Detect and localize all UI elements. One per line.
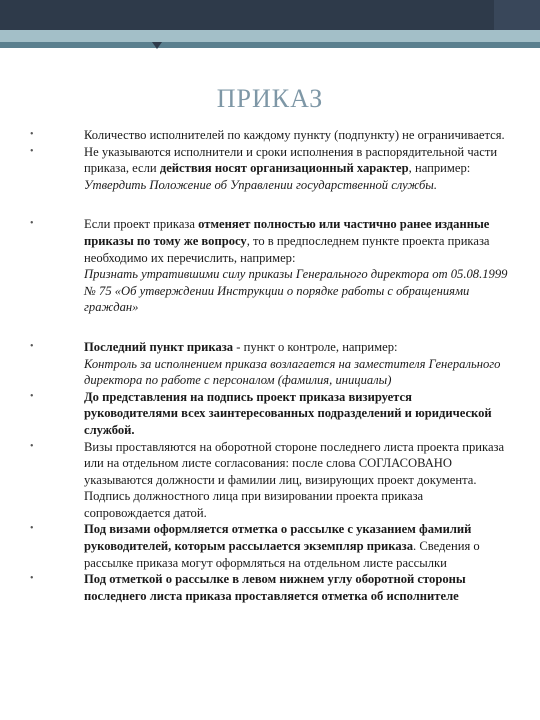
bullet-icon: • (30, 218, 34, 230)
bullet-icon: • (30, 129, 34, 140)
bullet-icon: • (30, 340, 34, 352)
list-item (30, 571, 508, 604)
item-bold-text: отменяет полностью или частично ранее изданные приказы по тому же вопросу (84, 217, 490, 248)
bullet-icon: • (30, 440, 34, 452)
item-bold-text: Под визами оформляется отметка о рассылке с указанием фамилий руководителей, которым рассылается экземпляр приказа (84, 522, 472, 554)
bullet-icon: • (30, 390, 34, 402)
header-stripe (0, 30, 540, 42)
page-title: ПРИКАЗ (216, 84, 324, 113)
item-text: Не указываются исполнители и сроки исполнения в распорядительной части приказа, если (84, 144, 498, 176)
list-item (30, 439, 508, 522)
item-text: Количество исполнителей по каждому пункту (подпункту) не ограничивается. (84, 128, 505, 142)
bullet-icon: • (30, 573, 34, 585)
item-text: , то в предпоследнем пункте проекта приказа необходимо их перечислить, например: (84, 233, 490, 265)
bullet-list (30, 127, 508, 604)
item-text: Если проект приказа (84, 217, 199, 232)
list-item (30, 339, 508, 356)
item-text: , например: (408, 161, 471, 176)
list-item (30, 521, 508, 571)
item-example: Контроль за исполнением приказа возлагается на заместителя Генерального директора по работе с персоналом (фамилия, инициалы) (84, 356, 501, 388)
list-item (30, 216, 508, 266)
item-bold-text: До представления на подпись проект приказа визируется руководителями всех заинтересованных подразделений и юридической службой. (84, 389, 492, 437)
item-text: . Сведения о рассылке приказа могут оформляться на отдельном листе рассылки (84, 539, 480, 570)
header-bar (0, 0, 540, 30)
bullet-icon: • (30, 523, 34, 535)
list-item (30, 144, 508, 177)
item-bold-text: Последний пункт приказа (84, 339, 234, 354)
list-item (30, 389, 508, 439)
item-bold-text: Под отметкой о рассылке в левом нижнем углу оборотной стороны последнего листа приказа проставляется отметка об исполнителе (84, 572, 466, 603)
item-bold-text: действия носят организационный характер (159, 161, 409, 176)
bullet-icon: • (30, 145, 34, 157)
triangle-marker-icon (152, 42, 162, 49)
header-bar-accent (494, 0, 540, 30)
item-example: Признать утратившими силу приказы Генерального директора от 05.08.1999 № 75 «Об утверждении Инструкции о порядке работы с обращениями граждан» (84, 267, 508, 315)
list-item (30, 127, 508, 144)
item-example: Утвердить Положение об Управлении государственной службы. (84, 177, 437, 192)
item-text: Визы проставляются на оборотной стороне последнего листа проекта приказа или на отдельном листе согласования: после слова СОГЛАСОВАНО указываются должности и фамилии лиц, визирующих проект документа. Подпись должностного лица при визировании проекта приказа сопровождается датой. (84, 439, 505, 520)
item-text: - пункт о контроле, например: (233, 339, 398, 354)
header-stripe-dark (0, 42, 540, 48)
